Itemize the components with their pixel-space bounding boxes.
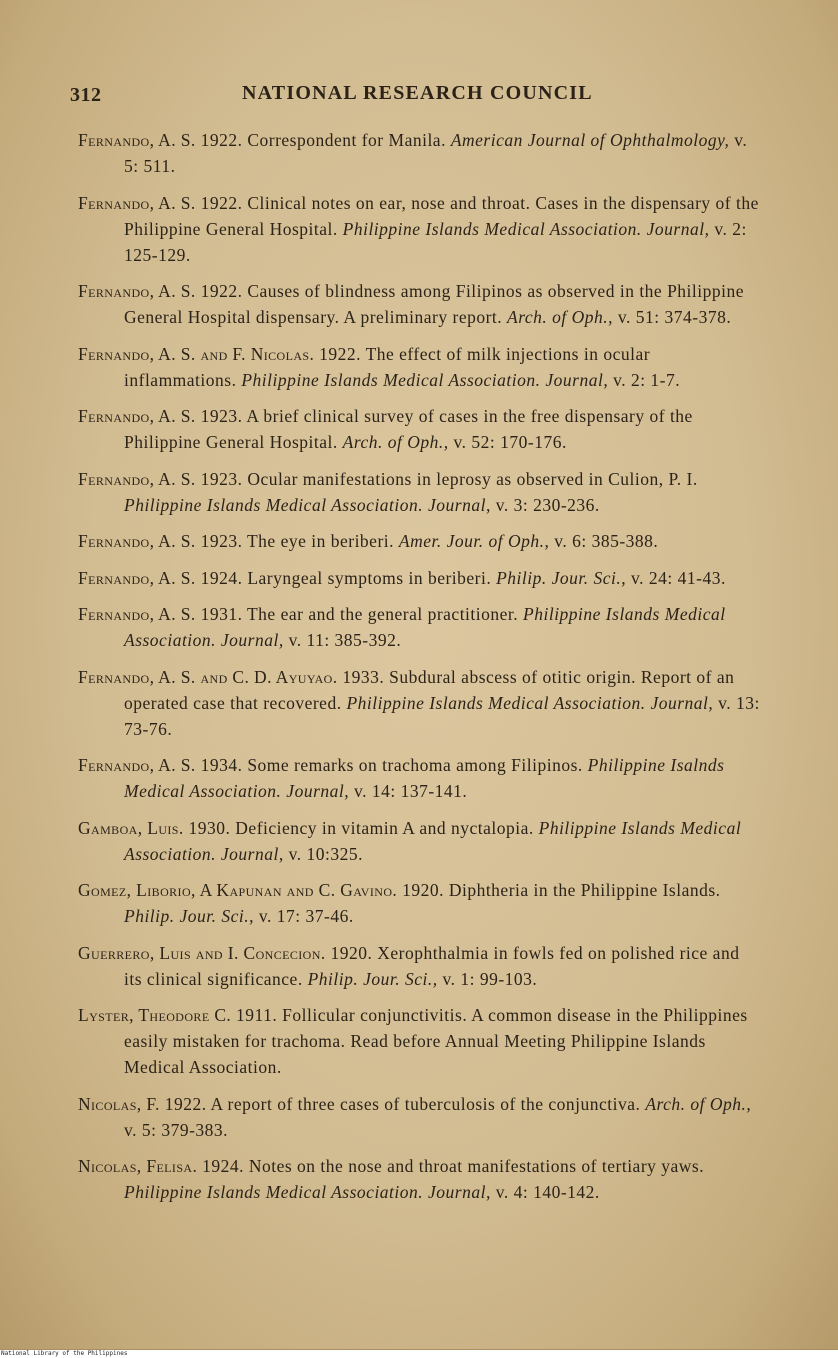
reference-entry	[78, 278, 762, 330]
reference-author: Lyster, Theodore C.	[78, 1005, 232, 1025]
reference-text: 1931. The ear and the general practitioner.	[195, 604, 524, 624]
page-number: 312	[70, 84, 102, 106]
reference-author: Fernando, A. S.	[78, 406, 196, 426]
reference-details: v. 4: 140-142.	[490, 1182, 600, 1202]
reference-details: v. 14: 137-141.	[349, 781, 468, 801]
reference-entry	[78, 1153, 762, 1205]
reference-source: Amer. Jour. of Oph.,	[398, 531, 550, 551]
reference-author: Fernando, A. S.	[78, 604, 196, 624]
reference-author: Fernando, A. S.	[78, 130, 196, 150]
reference-author: Fernando, A. S.	[78, 755, 196, 775]
reference-source: Philippine Islands Medical Association. Journal,	[124, 1182, 491, 1202]
reference-text: 1924. Notes on the nose and throat manifestations of tertiary yaws.	[197, 1156, 705, 1176]
reference-source: Philippine Islands Medical Association. Journal,	[342, 218, 710, 239]
reference-entry	[78, 466, 762, 518]
reference-entry	[78, 664, 762, 742]
reference-text: 1933. Subdural abscess of otitic origin. Report of an operated case that recovered.	[124, 666, 735, 713]
reference-author: Nicolas, Felisa.	[78, 1156, 198, 1176]
reference-author: Fernando, A. S.	[78, 192, 196, 213]
reference-entry	[78, 877, 762, 929]
reference-source: Philippine Islands Medical Association. Journal,	[346, 692, 714, 713]
reference-author: Fernando, A. S. and C. D. Ayuyao.	[78, 666, 338, 687]
reference-text: 1922. Correspondent for Manila.	[195, 130, 451, 150]
reference-text: 1923. Ocular manifestations in leprosy as observed in Culion, P. I.	[195, 468, 698, 489]
reference-text: 1922. A report of three cases of tuberculosis of the conjunctiva.	[159, 1093, 646, 1114]
reference-details: v. 17: 37-46.	[254, 906, 354, 926]
reference-details: v. 5: 511.	[124, 130, 748, 176]
reference-entry	[78, 565, 762, 591]
reference-source: Philippine Islands Medical Association. Journal,	[241, 369, 609, 390]
reference-text: 1924. Laryngeal symptoms in beriberi.	[195, 567, 497, 588]
reference-text: 1923. A brief clinical survey of cases in the free dispensary of the Philippine General Hospital.	[124, 406, 693, 452]
reference-text: 1923. The eye in beriberi.	[195, 531, 399, 551]
reference-text: 1920. Xerophthalmia in fowls fed on polished rice and its clinical significance.	[124, 942, 740, 989]
reference-source: Arch. of Oph.,	[342, 432, 449, 452]
reference-details: v. 6: 385-388.	[549, 531, 659, 551]
reference-author: Guerrero, Luis and I. Concecion.	[78, 942, 326, 963]
reference-source: Philippine Islands Medical Association. Journal,	[124, 604, 726, 650]
reference-source: Philip. Jour. Sci.,	[124, 906, 255, 926]
reference-details: v. 10:325.	[283, 843, 363, 864]
reference-author: Fernando, A. S.	[78, 567, 196, 588]
reference-details: v. 2: 1-7.	[608, 369, 681, 390]
reference-details: v. 51: 374-378.	[613, 307, 732, 327]
reference-entry	[78, 940, 762, 992]
reference-author: Gamboa, Luis.	[78, 817, 184, 838]
reference-entry	[78, 127, 762, 179]
reference-entry	[78, 341, 762, 393]
reference-text: 1922. The effect of milk injections in ocular inflammations.	[124, 343, 651, 390]
reference-details: v. 1: 99-103.	[437, 968, 538, 989]
reference-text: 1934. Some remarks on trachoma among Filipinos.	[195, 755, 588, 775]
reference-entry	[78, 752, 762, 804]
reference-text: 1911. Follicular conjunctivitis. A common disease in the Philippines easily mistaken for trachoma. Read before Annual Meeting Philippine Islands Medical Association.	[124, 1005, 748, 1077]
reference-source: Arch. of Oph.,	[507, 307, 614, 327]
reference-details: v. 52: 170-176.	[448, 432, 567, 452]
reference-author: Fernando, A. S.	[78, 531, 196, 551]
reference-entry	[78, 528, 762, 554]
reference-entry	[78, 1091, 762, 1143]
reference-author: Fernando, A. S. and F. Nicolas.	[78, 343, 315, 364]
reference-details: v. 5: 379-383.	[124, 1119, 229, 1140]
reference-author: Gomez, Liborio, A Kapunan and C. Gavino.	[78, 880, 398, 900]
reference-source: Philippine Isalnds Medical Association. Journal,	[124, 755, 725, 801]
reference-author: Nicolas, F.	[78, 1093, 160, 1114]
reference-author: Fernando, A. S.	[78, 468, 196, 489]
reference-text: 1922. Causes of blindness among Filipinos as observed in the Philippine General Hospital dispensary. A preliminary report.	[124, 281, 745, 327]
reference-source: Philippine Islands Medical Association. Journal,	[124, 817, 742, 864]
reference-source: Philip. Jour. Sci.,	[496, 567, 627, 588]
reference-details: v. 2: 125-129.	[124, 218, 747, 265]
reference-author: Fernando, A. S.	[78, 281, 196, 301]
reference-details: v. 11: 385-392.	[283, 630, 402, 650]
reference-source: American Journal of Ophthalmology,	[450, 130, 730, 150]
reference-list	[78, 127, 762, 1216]
footer-credit: National Library of the Philippines	[0, 1350, 838, 1358]
reference-details: v. 24: 41-43.	[626, 567, 726, 588]
reference-details: v. 13: 73-76.	[124, 692, 760, 739]
running-head: NATIONAL RESEARCH COUNCIL	[242, 82, 593, 104]
reference-text: 1920. Diphtheria in the Philippine Islands.	[397, 880, 721, 900]
reference-entry	[78, 815, 762, 867]
reference-details: v. 3: 230-236.	[490, 494, 600, 515]
reference-entry	[78, 1002, 762, 1080]
reference-source: Philippine Islands Medical Association. Journal,	[124, 494, 491, 515]
reference-entry	[78, 601, 762, 653]
reference-text: 1930. Deficiency in vitamin A and nyctalopia.	[183, 817, 539, 838]
page-header	[70, 80, 770, 110]
reference-text: 1922. Clinical notes on ear, nose and throat. Cases in the dispensary of the Philippine General Hospital.	[124, 192, 759, 239]
reference-source: Arch. of Oph.,	[645, 1093, 752, 1114]
reference-source: Philip. Jour. Sci.,	[307, 968, 438, 989]
reference-entry	[78, 190, 762, 268]
reference-entry	[78, 403, 762, 455]
